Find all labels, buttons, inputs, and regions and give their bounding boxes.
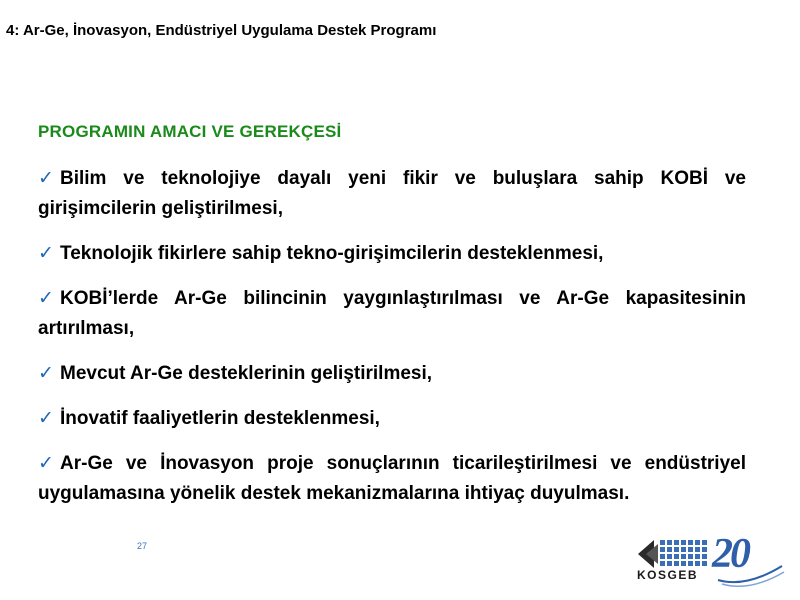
bullet-text: Ar-Ge ve İnovasyon proje sonuçlarının ticarileştirilmesi ve endüstriyel uygulamasına yönelik destek mekanizmalarına ihtiyaç duyulması. — [38, 453, 746, 504]
checkmark-icon: ✓ — [38, 243, 54, 264]
list-item — [38, 449, 746, 509]
list-item — [38, 164, 746, 224]
bullet-text: Bilim ve teknolojiye dayalı yeni fikir ve buluşlara sahip KOBİ ve girişimcilerin geliştirilmesi, — [38, 168, 746, 219]
bullet-text: Teknolojik fikirlere sahip tekno-girişimcilerin desteklenmesi, — [60, 243, 604, 264]
checkmark-icon: ✓ — [38, 453, 54, 474]
kosgeb-logo — [636, 536, 786, 592]
bullet-text: KOBİ’lerde Ar-Ge bilincinin yaygınlaştırılması ve Ar-Ge kapasitesinin artırılması, — [38, 288, 746, 339]
checkmark-icon: ✓ — [38, 288, 54, 309]
anniversary-number: 20 — [712, 531, 748, 577]
bullet-text: Mevcut Ar-Ge desteklerinin geliştirilmesi, — [60, 363, 433, 384]
checkmark-icon: ✓ — [38, 363, 54, 384]
list-item — [38, 239, 746, 269]
checkmark-icon: ✓ — [38, 168, 54, 189]
section-heading: PROGRAMIN AMACI VE GEREKÇESİ — [38, 122, 342, 141]
page-number: 27 — [137, 541, 148, 551]
logo-text: KOSGEB — [637, 568, 699, 582]
checkmark-icon: ✓ — [38, 408, 54, 429]
bullet-text: İnovatif faaliyetlerin desteklenmesi, — [60, 408, 380, 429]
list-item — [38, 359, 746, 389]
list-item — [38, 404, 746, 434]
slide-title: 4: Ar-Ge, İnovasyon, Endüstriyel Uygulama Destek Programı — [6, 22, 437, 39]
bullet-list — [38, 164, 746, 524]
list-item — [38, 284, 746, 344]
